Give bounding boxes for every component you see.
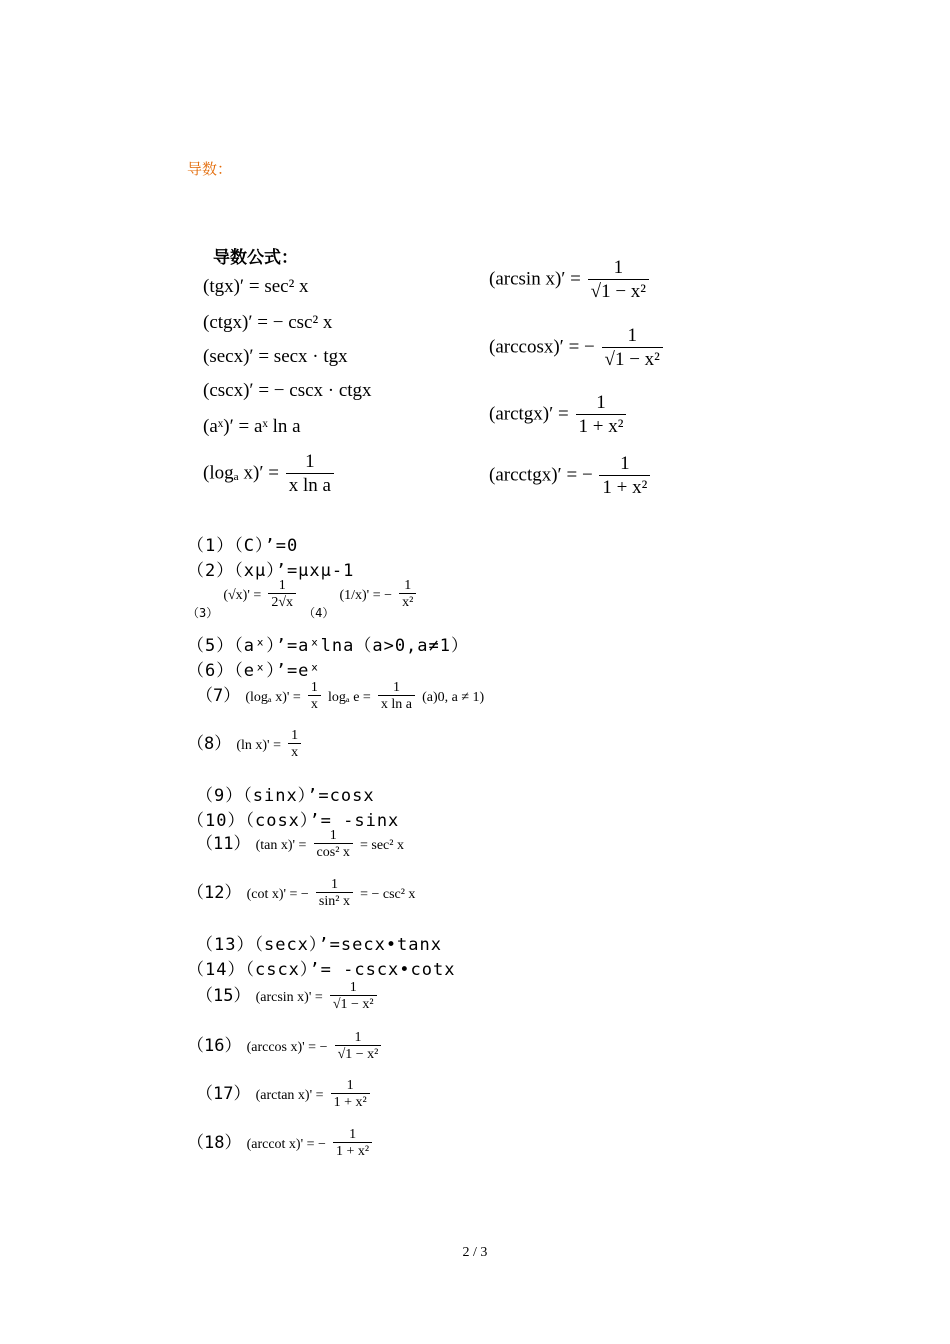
section-heading: 导数： <box>187 160 233 178</box>
formula-logax: (logₐ x)′ = $\frac{1}{\text{x ln a}}$ <box>203 452 336 497</box>
list-item-18: （18） (arccot x)' = − $\frac{1}{\text{1 + x²}}$ <box>187 1127 374 1160</box>
list-item-14: （14）（cscx）’= -cscx•cotx <box>187 960 456 980</box>
list-item-10: （10）（cosx）’= -sinx <box>187 811 400 831</box>
list-item-1: （1）（C）’=0 <box>187 536 299 556</box>
list-item-5: （5）（aˣ）’=aˣlna（a>0,a≠1） <box>187 636 469 656</box>
formula-title: 导数公式： <box>213 248 298 268</box>
formula-arcsin: (arcsin x)′ = $\frac{1}{\text{√1 − x²}}$ <box>489 258 651 303</box>
formula-arccos: (arccosx)′ = − $\frac{1}{\text{√1 − x²}}$ <box>489 326 665 371</box>
list-item-3-4: $_{(3)}$ (√x)' = $\frac{1}{2√x}$ $_{(4)}$ (1/x)' = − $\frac{1}{\text{x²}}$ <box>187 578 418 611</box>
list-item-13: （13）（secx）’=secx•tanx <box>196 935 442 955</box>
list-item-2: （2）（xμ）’=μxμ-1 <box>187 561 355 581</box>
list-item-7: （7） (logₐ x)' = $\frac{1}{x}$ logₐ e = $\frac{1}{\text{x ln a}}$ (a)0, a ≠ 1) <box>196 680 485 713</box>
page-number: 2 / 3 <box>462 1245 488 1260</box>
formula-cscx: (cscx)′ = − cscx · ctgx <box>203 380 372 401</box>
formula-arctg: (arctgx)′ = $\frac{1}{\text{1 + x²}}$ <box>489 393 628 438</box>
list-item-9: （9）（sinx）’=cosx <box>196 786 375 806</box>
list-item-8: （8） (ln x)' = $\frac{1}{x}$ <box>187 728 303 761</box>
formula-arcctg: (arcctgx)′ = − $\frac{1}{\text{1 + x²}}$ <box>489 454 652 499</box>
list-item-6: （6）（eˣ）’=eˣ <box>187 661 321 681</box>
list-item-16: （16） (arccos x)' = − $\frac{1}{\text{√1 − x²}}$ <box>187 1030 383 1063</box>
formula-ctgx: (ctgx)′ = − csc² x <box>203 312 333 333</box>
list-item-12: （12） (cot x)' = − $\frac{1}{\text{sin² x}}$ = − csc² x <box>187 877 416 910</box>
formula-secx: (secx)′ = secx · tgx <box>203 346 348 367</box>
list-item-15: （15） (arcsin x)' = $\frac{1}{\text{√1 − x²}}$ <box>196 980 379 1013</box>
list-item-11: （11） (tan x)' = $\frac{1}{\text{cos² x}}$ = sec² x <box>196 828 404 861</box>
list-item-17: （17） (arctan x)' = $\frac{1}{\text{1 + x²}}$ <box>196 1078 372 1111</box>
formula-tgx: (tgx)′ = sec² x <box>203 276 309 297</box>
formula-ax: (aˣ)′ = aˣ ln a <box>203 416 301 437</box>
